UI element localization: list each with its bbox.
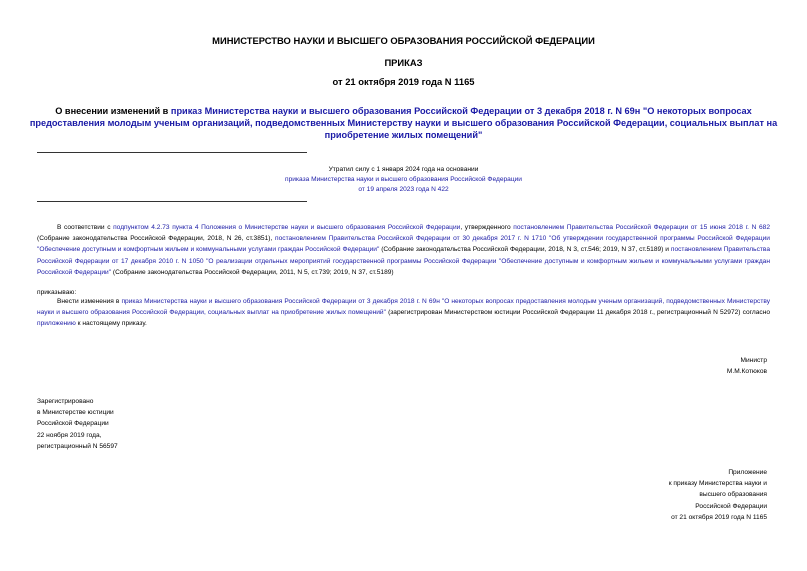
registration-line: в Министерстве юстиции (37, 409, 114, 417)
title-prefix: О внесении изменений в (55, 106, 171, 116)
title-link[interactable]: приказ Министерства науки и высшего образования Российской Федерации от 3 декабря 2018 г. N 69н "О некоторых вопросах предоставления молодым ученым организаций, подведомственных Министерству науки и высшего образования Российской Федерации, социальных выплат на приобретение жилых помещений" (29, 106, 778, 140)
registration-block (37, 396, 118, 452)
p2-link-order-69n[interactable]: приказ Министерства науки и высшего образования Российской Федерации от 3 декабря 2018 г. N 69н "О некоторых вопросах предоставления молодым ученым организаций, подведомственных Министерству науки и высшего образования Российской Федерации, социальных выплат на приобретение жилых помещений" (37, 298, 770, 317)
notice-line-1: Утратил силу с 1 января 2024 года на основании (328, 166, 479, 173)
appendix-line: к приказу Министерства науки и (668, 480, 767, 488)
signature-position: Министр (740, 357, 767, 364)
p2-text-2: (зарегистрирован Министерством юстиции Российской Федерации 11 декабря 2018 г., регистрационный N 52972) согласно (385, 309, 771, 317)
p1-text-4: (Собрание законодательства Российской Федерации, 2018, N 3, ст.546; 2019, N 37, ст.5189) и (379, 246, 671, 254)
notice-link-line-2[interactable]: приказа Министерства науки и высшего образования Российской Федерации (285, 176, 522, 183)
p1-link-regulation[interactable]: подпунктом 4.2.73 пункта 4 Положения о Министерстве науки и высшего образования Российской Федерации (113, 224, 461, 231)
order-word: приказываю: (37, 289, 77, 296)
p1-text-5: (Собрание законодательства Российской Федерации, 2011, N 5, ст.739; 2019, N 37, ст.5189) (111, 268, 394, 276)
repeal-notice (80, 165, 727, 195)
order-paragraph (37, 296, 770, 330)
notice-top-rule (37, 152, 307, 153)
p2-text-3: к настоящему приказу. (75, 320, 147, 328)
registration-line: Российской Федерации (37, 420, 109, 428)
p1-text-3: (Собрание законодательства Российской Федерации, 2018, N 26, ст.3851), (37, 235, 276, 243)
appendix-line: высшего образования (699, 491, 767, 499)
registration-line: регистрационный N 56597 (37, 442, 118, 450)
appendix-line: от 21 октября 2019 года N 1165 (671, 513, 767, 521)
ministry-heading: МИНИСТЕРСТВО НАУКИ И ВЫСШЕГО ОБРАЗОВАНИЯ РОССИЙСКОЙ ФЕДЕРАЦИИ (212, 35, 595, 46)
p1-text-2: , утвержденного (460, 224, 514, 231)
p1-text-1: В соответствии с (57, 224, 114, 231)
p2-link-appendix[interactable]: приложению (37, 320, 76, 328)
document-type: ПРИКАЗ (384, 57, 423, 68)
signature-name: М.М.Котюков (726, 368, 767, 376)
preamble-paragraph (37, 222, 770, 278)
appendix-line: Приложение (728, 469, 767, 476)
notice-bottom-rule (37, 201, 307, 202)
signature-block (727, 355, 767, 377)
document-title (20, 105, 787, 141)
notice-link-line-3[interactable]: от 19 апреля 2023 года N 422 (358, 186, 449, 193)
registration-line: Зарегистрировано (37, 398, 94, 405)
appendix-block (669, 467, 767, 523)
document-date-number: от 21 октября 2019 года N 1165 (332, 76, 475, 87)
appendix-line: Российской Федерации (695, 502, 767, 510)
registration-line: 22 ноября 2019 года, (37, 431, 102, 439)
p1-link-decree-1710[interactable]: постановлением Правительства Российской Федерации от 30 декабря 2017 г. N 1710 "Об утверждении государственной программы Российской Федерации "Обеспечение доступным и комфортным жильем и коммунальными услугами граждан Российской Федерации" (37, 235, 770, 254)
p1-link-decree-682[interactable]: постановлением Правительства Российской Федерации от 15 июня 2018 г. N 682 (513, 224, 770, 231)
p1-link-decree-1050[interactable]: постановлением Правительства Российской Федерации от 17 декабря 2010 г. N 1050 "О реализации отдельных мероприятий государственной программы Российской Федерации "Обеспечение доступным и комфортным жильем и коммунальными услугами граждан Российской Федерации" (37, 246, 771, 276)
p2-text-1: Внести изменения в (57, 298, 122, 305)
